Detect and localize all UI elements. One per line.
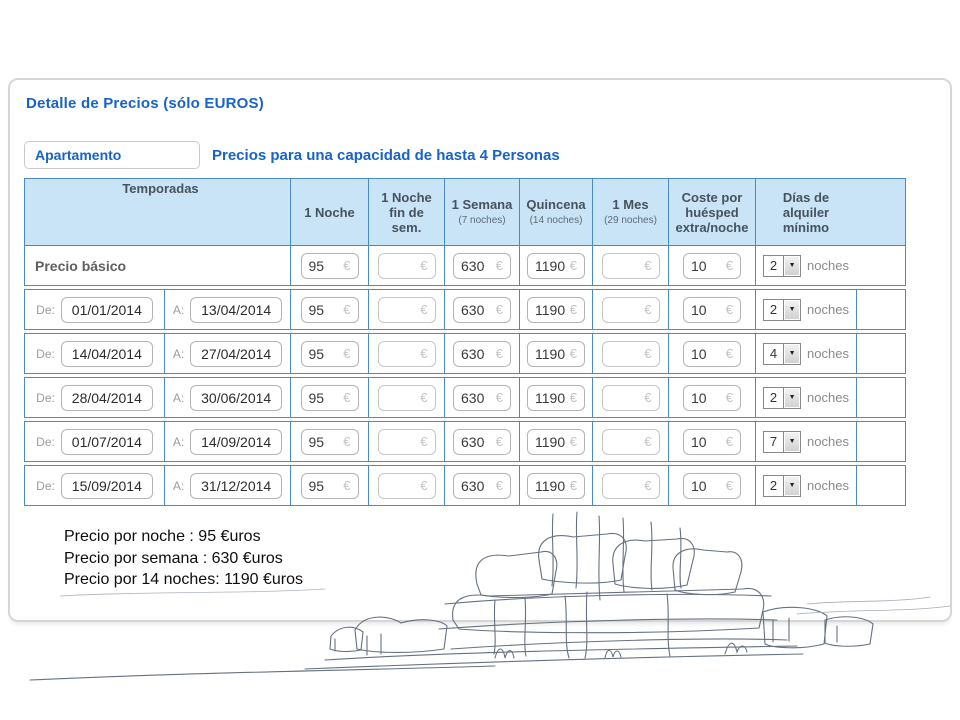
season-semana-input[interactable] bbox=[453, 341, 511, 367]
season-mes-cell bbox=[592, 466, 668, 505]
season-from-cell bbox=[25, 422, 164, 461]
to-label: A: bbox=[172, 346, 185, 361]
euro-symbol: € bbox=[644, 478, 652, 493]
season-mes-input[interactable] bbox=[602, 341, 660, 367]
basic-dias-cell bbox=[755, 246, 856, 285]
season-finde-cell bbox=[368, 334, 444, 373]
season-filler-cell bbox=[856, 378, 905, 417]
property-type-row bbox=[24, 141, 560, 169]
season-coste-input[interactable] bbox=[683, 429, 741, 455]
prices-table bbox=[24, 178, 906, 506]
euro-symbol: € bbox=[644, 346, 652, 361]
season-quincena-input[interactable] bbox=[527, 429, 585, 455]
chevron-down-icon[interactable]: ▼ bbox=[783, 300, 800, 320]
basic-semana-cell bbox=[444, 246, 519, 285]
season-quincena-cell bbox=[519, 378, 592, 417]
season-quincena-value: 1190 bbox=[535, 389, 566, 406]
season-from-input[interactable]: 28/04/2014 bbox=[61, 385, 153, 411]
header-dias-minimo: Días de alquiler mínimo bbox=[755, 179, 856, 245]
euro-symbol: € bbox=[495, 478, 503, 493]
header-1-semana-title: 1 Semana bbox=[451, 196, 513, 212]
header-coste-huesped: Coste por huésped extra/noche bbox=[668, 179, 755, 245]
to-label: A: bbox=[172, 302, 185, 317]
season-from-input[interactable]: 01/01/2014 bbox=[61, 297, 153, 323]
season-noche-cell bbox=[290, 378, 368, 417]
season-mes-input[interactable] bbox=[602, 385, 660, 411]
season-coste-input[interactable] bbox=[683, 341, 741, 367]
season-semana-cell bbox=[444, 378, 519, 417]
euro-symbol: € bbox=[495, 390, 503, 405]
basic-price-label: Precio básico bbox=[35, 257, 127, 274]
season-to-input[interactable]: 27/04/2014 bbox=[190, 341, 282, 367]
basic-coste-cell bbox=[668, 246, 755, 285]
season-dias-cell bbox=[755, 290, 856, 329]
season-min-nights-select[interactable] bbox=[763, 387, 801, 409]
season-coste-value: 10 bbox=[691, 389, 707, 406]
season-semana-cell bbox=[444, 422, 519, 461]
season-quincena-input[interactable] bbox=[527, 297, 585, 323]
season-row bbox=[24, 289, 906, 330]
season-min-nights-select[interactable] bbox=[763, 343, 801, 365]
basic-price-row bbox=[25, 245, 905, 285]
header-1-noche: 1 Noche bbox=[290, 179, 368, 245]
season-min-nights-value: 2 bbox=[764, 300, 783, 320]
euro-symbol: € bbox=[569, 346, 577, 361]
season-dias-cell bbox=[755, 334, 856, 373]
euro-symbol: € bbox=[420, 346, 428, 361]
season-dias-cell bbox=[755, 422, 856, 461]
season-min-nights-select[interactable] bbox=[763, 475, 801, 497]
from-label: De: bbox=[36, 302, 55, 317]
chevron-down-icon[interactable]: ▼ bbox=[783, 432, 800, 452]
euro-symbol: € bbox=[725, 302, 733, 317]
season-noche-value: 95 bbox=[308, 477, 325, 494]
basic-noche-input[interactable] bbox=[301, 253, 359, 279]
season-noche-input[interactable] bbox=[301, 297, 359, 323]
season-semana-value: 630 bbox=[461, 389, 485, 406]
header-1-mes-sub: (29 noches) bbox=[604, 214, 657, 226]
season-semana-cell bbox=[444, 334, 519, 373]
basic-min-nights-select[interactable] bbox=[763, 255, 801, 277]
season-min-nights-value: 4 bbox=[764, 344, 783, 364]
season-row bbox=[24, 465, 906, 506]
euro-symbol: € bbox=[725, 390, 733, 405]
season-filler-cell bbox=[856, 422, 905, 461]
header-quincena-title: Quincena bbox=[526, 196, 586, 212]
header-quincena-sub: (14 noches) bbox=[529, 214, 583, 226]
euro-symbol: € bbox=[343, 390, 351, 405]
basic-coste-input[interactable] bbox=[683, 253, 741, 279]
season-noche-cell bbox=[290, 290, 368, 329]
season-from-input[interactable]: 15/09/2014 bbox=[61, 473, 153, 499]
season-min-nights-value: 2 bbox=[764, 388, 783, 408]
basic-coste-value: 10 bbox=[691, 257, 707, 274]
season-to-input[interactable]: 30/06/2014 bbox=[190, 385, 282, 411]
season-coste-cell bbox=[668, 466, 755, 505]
season-coste-input[interactable] bbox=[683, 385, 741, 411]
season-coste-value: 10 bbox=[691, 301, 707, 318]
euro-symbol: € bbox=[420, 390, 428, 405]
season-from-input[interactable]: 01/07/2014 bbox=[61, 429, 153, 455]
season-from-cell bbox=[25, 378, 164, 417]
season-rows-container bbox=[24, 289, 906, 506]
season-to-cell bbox=[164, 290, 290, 329]
euro-symbol: € bbox=[495, 434, 503, 449]
season-coste-cell bbox=[668, 334, 755, 373]
season-mes-cell bbox=[592, 334, 668, 373]
from-label: De: bbox=[36, 478, 55, 493]
basic-finde-cell bbox=[368, 246, 444, 285]
basic-quincena-value: 1190 bbox=[535, 257, 566, 274]
euro-symbol: € bbox=[343, 258, 351, 273]
basic-mes-input[interactable] bbox=[602, 253, 660, 279]
season-coste-value: 10 bbox=[691, 477, 707, 494]
season-coste-value: 10 bbox=[691, 433, 707, 450]
season-dias-cell bbox=[755, 466, 856, 505]
header-1-mes-title: 1 Mes bbox=[612, 196, 649, 212]
season-coste-input[interactable] bbox=[683, 473, 741, 499]
header-quincena bbox=[519, 179, 592, 245]
season-mes-input[interactable] bbox=[602, 429, 660, 455]
season-row bbox=[24, 377, 906, 418]
season-noche-cell bbox=[290, 466, 368, 505]
basic-noche-cell bbox=[290, 246, 368, 285]
euro-symbol: € bbox=[420, 434, 428, 449]
season-to-input[interactable]: 31/12/2014 bbox=[190, 473, 282, 499]
header-1-semana-sub: (7 noches) bbox=[458, 214, 506, 226]
season-quincena-value: 1190 bbox=[535, 345, 566, 362]
season-from-input[interactable]: 14/04/2014 bbox=[61, 341, 153, 367]
season-min-nights-select[interactable] bbox=[763, 299, 801, 321]
season-to-cell bbox=[164, 378, 290, 417]
season-finde-input[interactable] bbox=[378, 429, 436, 455]
season-mes-cell bbox=[592, 378, 668, 417]
season-mes-input[interactable] bbox=[602, 473, 660, 499]
season-semana-input[interactable] bbox=[453, 385, 511, 411]
nights-label: noches bbox=[807, 346, 849, 361]
season-quincena-cell bbox=[519, 422, 592, 461]
euro-symbol: € bbox=[420, 302, 428, 317]
season-semana-cell bbox=[444, 466, 519, 505]
season-to-cell bbox=[164, 334, 290, 373]
chevron-down-icon[interactable]: ▼ bbox=[783, 256, 800, 276]
chevron-down-icon[interactable]: ▼ bbox=[783, 476, 800, 496]
summary-fortnight-line: Precio por 14 noches: 1190 €uros bbox=[64, 571, 303, 588]
capacity-subtitle: Precios para una capacidad de hasta 4 Personas bbox=[212, 146, 560, 164]
basic-quincena-input[interactable] bbox=[527, 253, 585, 279]
season-row bbox=[24, 333, 906, 374]
euro-symbol: € bbox=[725, 434, 733, 449]
euro-symbol: € bbox=[569, 390, 577, 405]
season-noche-cell bbox=[290, 422, 368, 461]
euro-symbol: € bbox=[644, 390, 652, 405]
chevron-down-icon[interactable]: ▼ bbox=[783, 344, 800, 364]
euro-symbol: € bbox=[725, 346, 733, 361]
season-quincena-value: 1190 bbox=[535, 301, 566, 318]
season-semana-value: 630 bbox=[461, 433, 485, 450]
basic-semana-value: 630 bbox=[461, 257, 485, 274]
season-filler-cell bbox=[856, 334, 905, 373]
summary-week-line: Precio por semana : 630 €uros bbox=[64, 549, 283, 567]
basic-mes-cell bbox=[592, 246, 668, 285]
season-to-cell bbox=[164, 422, 290, 461]
from-label: De: bbox=[36, 346, 55, 361]
season-coste-cell bbox=[668, 290, 755, 329]
season-quincena-input[interactable] bbox=[527, 473, 585, 499]
chevron-down-icon[interactable]: ▼ bbox=[783, 388, 800, 408]
season-noche-value: 95 bbox=[308, 301, 325, 318]
season-from-cell bbox=[25, 466, 164, 505]
nights-label: noches bbox=[807, 390, 849, 405]
season-min-nights-select[interactable] bbox=[763, 431, 801, 453]
basic-quincena-cell bbox=[519, 246, 592, 285]
season-finde-cell bbox=[368, 422, 444, 461]
season-noche-value: 95 bbox=[308, 433, 325, 450]
euro-symbol: € bbox=[644, 258, 652, 273]
basic-min-nights-value: 2 bbox=[764, 256, 783, 276]
season-filler-cell bbox=[856, 290, 905, 329]
season-coste-input[interactable] bbox=[683, 297, 741, 323]
season-semana-value: 630 bbox=[461, 345, 485, 362]
header-1-noche-finde: 1 Noche fin de sem. bbox=[368, 179, 444, 245]
season-semana-input[interactable] bbox=[453, 473, 511, 499]
property-type-input[interactable]: Apartamento bbox=[24, 141, 200, 169]
season-from-cell bbox=[25, 334, 164, 373]
season-noche-input[interactable] bbox=[301, 429, 359, 455]
season-quincena-cell bbox=[519, 466, 592, 505]
basic-semana-input[interactable] bbox=[453, 253, 511, 279]
euro-symbol: € bbox=[343, 302, 351, 317]
nights-label: noches bbox=[807, 258, 849, 273]
euro-symbol: € bbox=[569, 478, 577, 493]
nights-label: noches bbox=[807, 434, 849, 449]
euro-symbol: € bbox=[420, 478, 428, 493]
season-noche-value: 95 bbox=[308, 345, 325, 362]
header-1-semana bbox=[444, 179, 519, 245]
season-noche-value: 95 bbox=[308, 389, 325, 406]
season-quincena-input[interactable] bbox=[527, 341, 585, 367]
from-label: De: bbox=[36, 390, 55, 405]
base-price-table bbox=[24, 178, 906, 286]
euro-symbol: € bbox=[495, 258, 503, 273]
season-min-nights-value: 7 bbox=[764, 432, 783, 452]
header-temporadas: Temporadas bbox=[122, 181, 199, 196]
season-quincena-value: 1190 bbox=[535, 433, 566, 450]
season-dias-cell bbox=[755, 378, 856, 417]
to-label: A: bbox=[172, 478, 185, 493]
season-coste-cell bbox=[668, 422, 755, 461]
season-noche-input[interactable] bbox=[301, 385, 359, 411]
season-noche-input[interactable] bbox=[301, 473, 359, 499]
season-to-input[interactable]: 14/09/2014 bbox=[190, 429, 282, 455]
euro-symbol: € bbox=[343, 478, 351, 493]
euro-symbol: € bbox=[725, 478, 733, 493]
page-title: Detalle de Precios (sólo EUROS) bbox=[26, 95, 264, 112]
season-coste-value: 10 bbox=[691, 345, 707, 362]
season-coste-cell bbox=[668, 378, 755, 417]
season-finde-input[interactable] bbox=[378, 297, 436, 323]
season-noche-input[interactable] bbox=[301, 341, 359, 367]
nights-label: noches bbox=[807, 478, 849, 493]
season-finde-input[interactable] bbox=[378, 473, 436, 499]
season-quincena-cell bbox=[519, 290, 592, 329]
season-finde-input[interactable] bbox=[378, 341, 436, 367]
season-semana-value: 630 bbox=[461, 301, 485, 318]
season-mes-input[interactable] bbox=[602, 297, 660, 323]
season-filler-cell bbox=[856, 466, 905, 505]
basic-finde-input[interactable] bbox=[378, 253, 436, 279]
season-semana-input[interactable] bbox=[453, 429, 511, 455]
euro-symbol: € bbox=[495, 346, 503, 361]
euro-symbol: € bbox=[569, 434, 577, 449]
basic-noche-value: 95 bbox=[308, 257, 325, 274]
season-semana-cell bbox=[444, 290, 519, 329]
euro-symbol: € bbox=[343, 346, 351, 361]
season-finde-cell bbox=[368, 466, 444, 505]
season-finde-cell bbox=[368, 378, 444, 417]
nights-label: noches bbox=[807, 302, 849, 317]
season-quincena-input[interactable] bbox=[527, 385, 585, 411]
table-header-row bbox=[25, 179, 905, 245]
season-semana-value: 630 bbox=[461, 477, 485, 494]
to-label: A: bbox=[172, 434, 185, 449]
season-quincena-value: 1190 bbox=[535, 477, 566, 494]
season-min-nights-value: 2 bbox=[764, 476, 783, 496]
euro-symbol: € bbox=[569, 302, 577, 317]
season-to-input[interactable]: 13/04/2014 bbox=[190, 297, 282, 323]
euro-symbol: € bbox=[644, 302, 652, 317]
season-mes-cell bbox=[592, 422, 668, 461]
from-label: De: bbox=[36, 434, 55, 449]
season-finde-input[interactable] bbox=[378, 385, 436, 411]
header-1-mes bbox=[592, 179, 668, 245]
season-to-cell bbox=[164, 466, 290, 505]
euro-symbol: € bbox=[343, 434, 351, 449]
season-from-cell bbox=[25, 290, 164, 329]
euro-symbol: € bbox=[725, 258, 733, 273]
to-label: A: bbox=[172, 390, 185, 405]
price-summary bbox=[64, 526, 303, 591]
season-quincena-cell bbox=[519, 334, 592, 373]
euro-symbol: € bbox=[569, 258, 577, 273]
season-row bbox=[24, 421, 906, 462]
season-noche-cell bbox=[290, 334, 368, 373]
season-semana-input[interactable] bbox=[453, 297, 511, 323]
euro-symbol: € bbox=[644, 434, 652, 449]
season-finde-cell bbox=[368, 290, 444, 329]
season-mes-cell bbox=[592, 290, 668, 329]
euro-symbol: € bbox=[420, 258, 428, 273]
summary-night-line: Precio por noche : 95 €uros bbox=[64, 528, 261, 545]
euro-symbol: € bbox=[495, 302, 503, 317]
